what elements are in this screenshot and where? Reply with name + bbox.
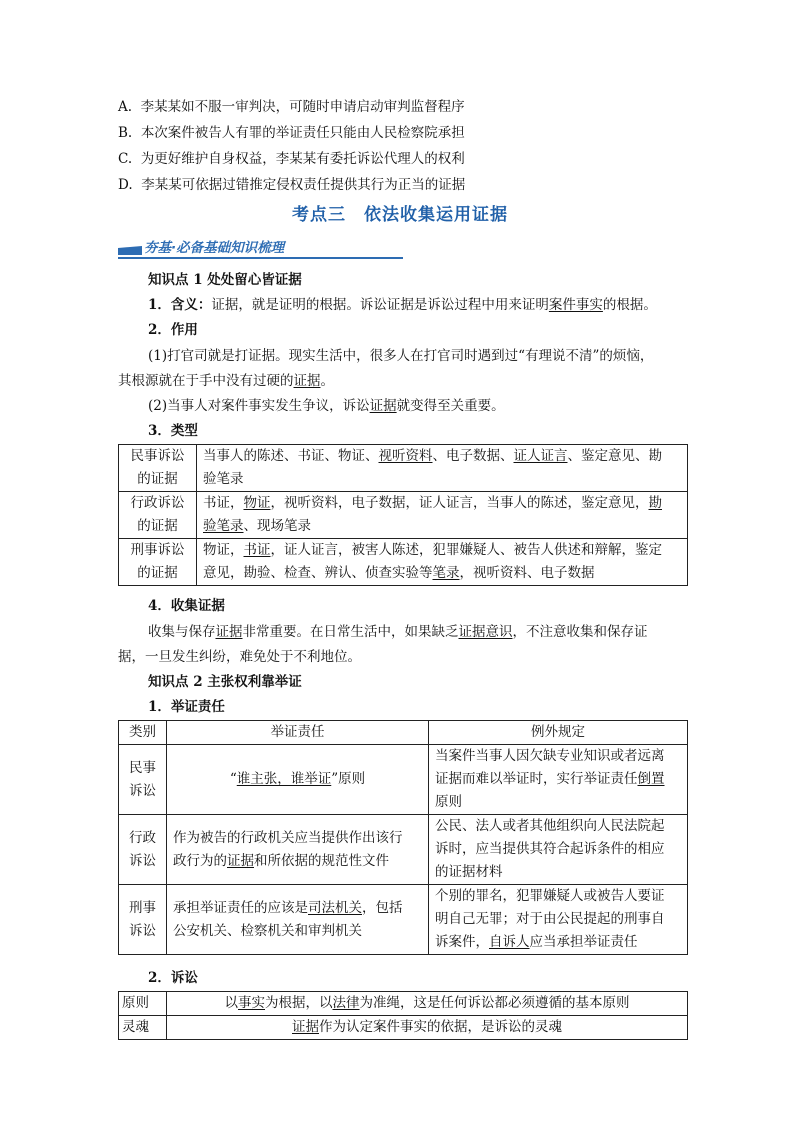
- option-a: A. 李某某如不服一审判决，可随时申请启动审判监督程序: [118, 99, 465, 115]
- lawsuit-table: [118, 991, 688, 1040]
- table-row: 行政 诉讼 作为被告的行政机关应当提供作出该行 政行为的证据和所依据的规范性文件 公民、法人或者其他组织向人民法院起 诉时，应当提供其符合起诉条件的相应 的证据材料: [119, 815, 688, 885]
- kp1-function-label: 2．作用: [148, 322, 198, 338]
- table-row: 民事诉讼 的证据 当事人的陈述、书证、物证、视听资料、电子数据、证人证言、鉴定意见、勘 验笔录: [119, 445, 688, 492]
- option-d: D. 李某某可依据过错推定侵权责任提供其行为正当的证据: [118, 177, 466, 193]
- kp1-function-2: (2)当事人对案件事实发生争议，诉讼证据就变得至关重要。: [148, 398, 505, 414]
- kp2-heading: 知识点 2 主张权利靠举证: [148, 674, 302, 690]
- kp2-lawsuit-label: 2．诉讼: [148, 970, 198, 986]
- kp1-function-1b: 其根源就在于手中没有过硬的证据。: [118, 373, 334, 389]
- section-banner: 夯基·必备基础知识梳理: [118, 238, 403, 258]
- burden-of-proof-table: [118, 720, 688, 955]
- banner-bar-icon: [118, 242, 142, 255]
- kp1-heading: 知识点 1 处处留心皆证据: [148, 272, 302, 288]
- kp2-burden-label: 1．举证责任: [148, 699, 225, 715]
- kp1-function-1a: (1)打官司就是打证据。现实生活中，很多人在打官司时遇到过“有理说不清”的烦恼，: [148, 348, 654, 364]
- table-row: 类别 举证责任 例外规定: [119, 721, 688, 745]
- table-row: 灵魂 证据作为认定案件事实的依据，是诉讼的灵魂: [119, 1016, 688, 1040]
- option-b: B. 本次案件被告人有罪的举证责任只能由人民检察院承担: [118, 125, 465, 141]
- evidence-types-table: [118, 444, 688, 586]
- kp1-collect-label: 4．收集证据: [148, 598, 225, 614]
- table-row: 行政诉讼 的证据 书证，物证，视听资料，电子数据，证人证言，当事人的陈述，鉴定意见，勘 验笔录、现场笔录: [119, 492, 688, 539]
- table-row: 原则 以事实为根据，以法律为准绳，这是任何诉讼都必须遵循的基本原则: [119, 992, 688, 1016]
- kp1-definition: 1．含义：证据，就是证明的根据。诉讼证据是诉讼过程中用来证明案件事实的根据。: [148, 297, 657, 313]
- kp1-types-label: 3．类型: [148, 423, 198, 439]
- table-row: 民事 诉讼 “谁主张，谁举证”原则 当案件当事人因欠缺专业知识或者远离 证据而难以举证时，实行举证责任倒置 原则: [119, 745, 688, 815]
- option-c: C. 为更好维护自身权益，李某某有委托诉讼代理人的权利: [118, 151, 465, 167]
- table-row: 刑事 诉讼 承担举证责任的应该是司法机关，包括 公安机关、检察机关和审判机关 个别的罪名，犯罪嫌疑人或被告人要证 明自己无罪；对于由公民提起的刑事自 诉案件，自诉人应当承担举证责任: [119, 885, 688, 955]
- table-row: 刑事诉讼 的证据 物证，书证，证人证言，被害人陈述，犯罪嫌疑人、被告人供述和辩解，鉴定 意见，勘验、检查、辨认、侦查实验等笔录，视听资料、电子数据: [119, 539, 688, 586]
- kp1-collect-text-1: 收集与保存证据非常重要。在日常生活中，如果缺乏证据意识，不注意收集和保存证: [148, 624, 648, 640]
- kp1-collect-text-2: 据，一旦发生纠纷，难免处于不利地位。: [118, 649, 361, 665]
- section-title: 考点三 依法收集运用证据: [292, 205, 508, 225]
